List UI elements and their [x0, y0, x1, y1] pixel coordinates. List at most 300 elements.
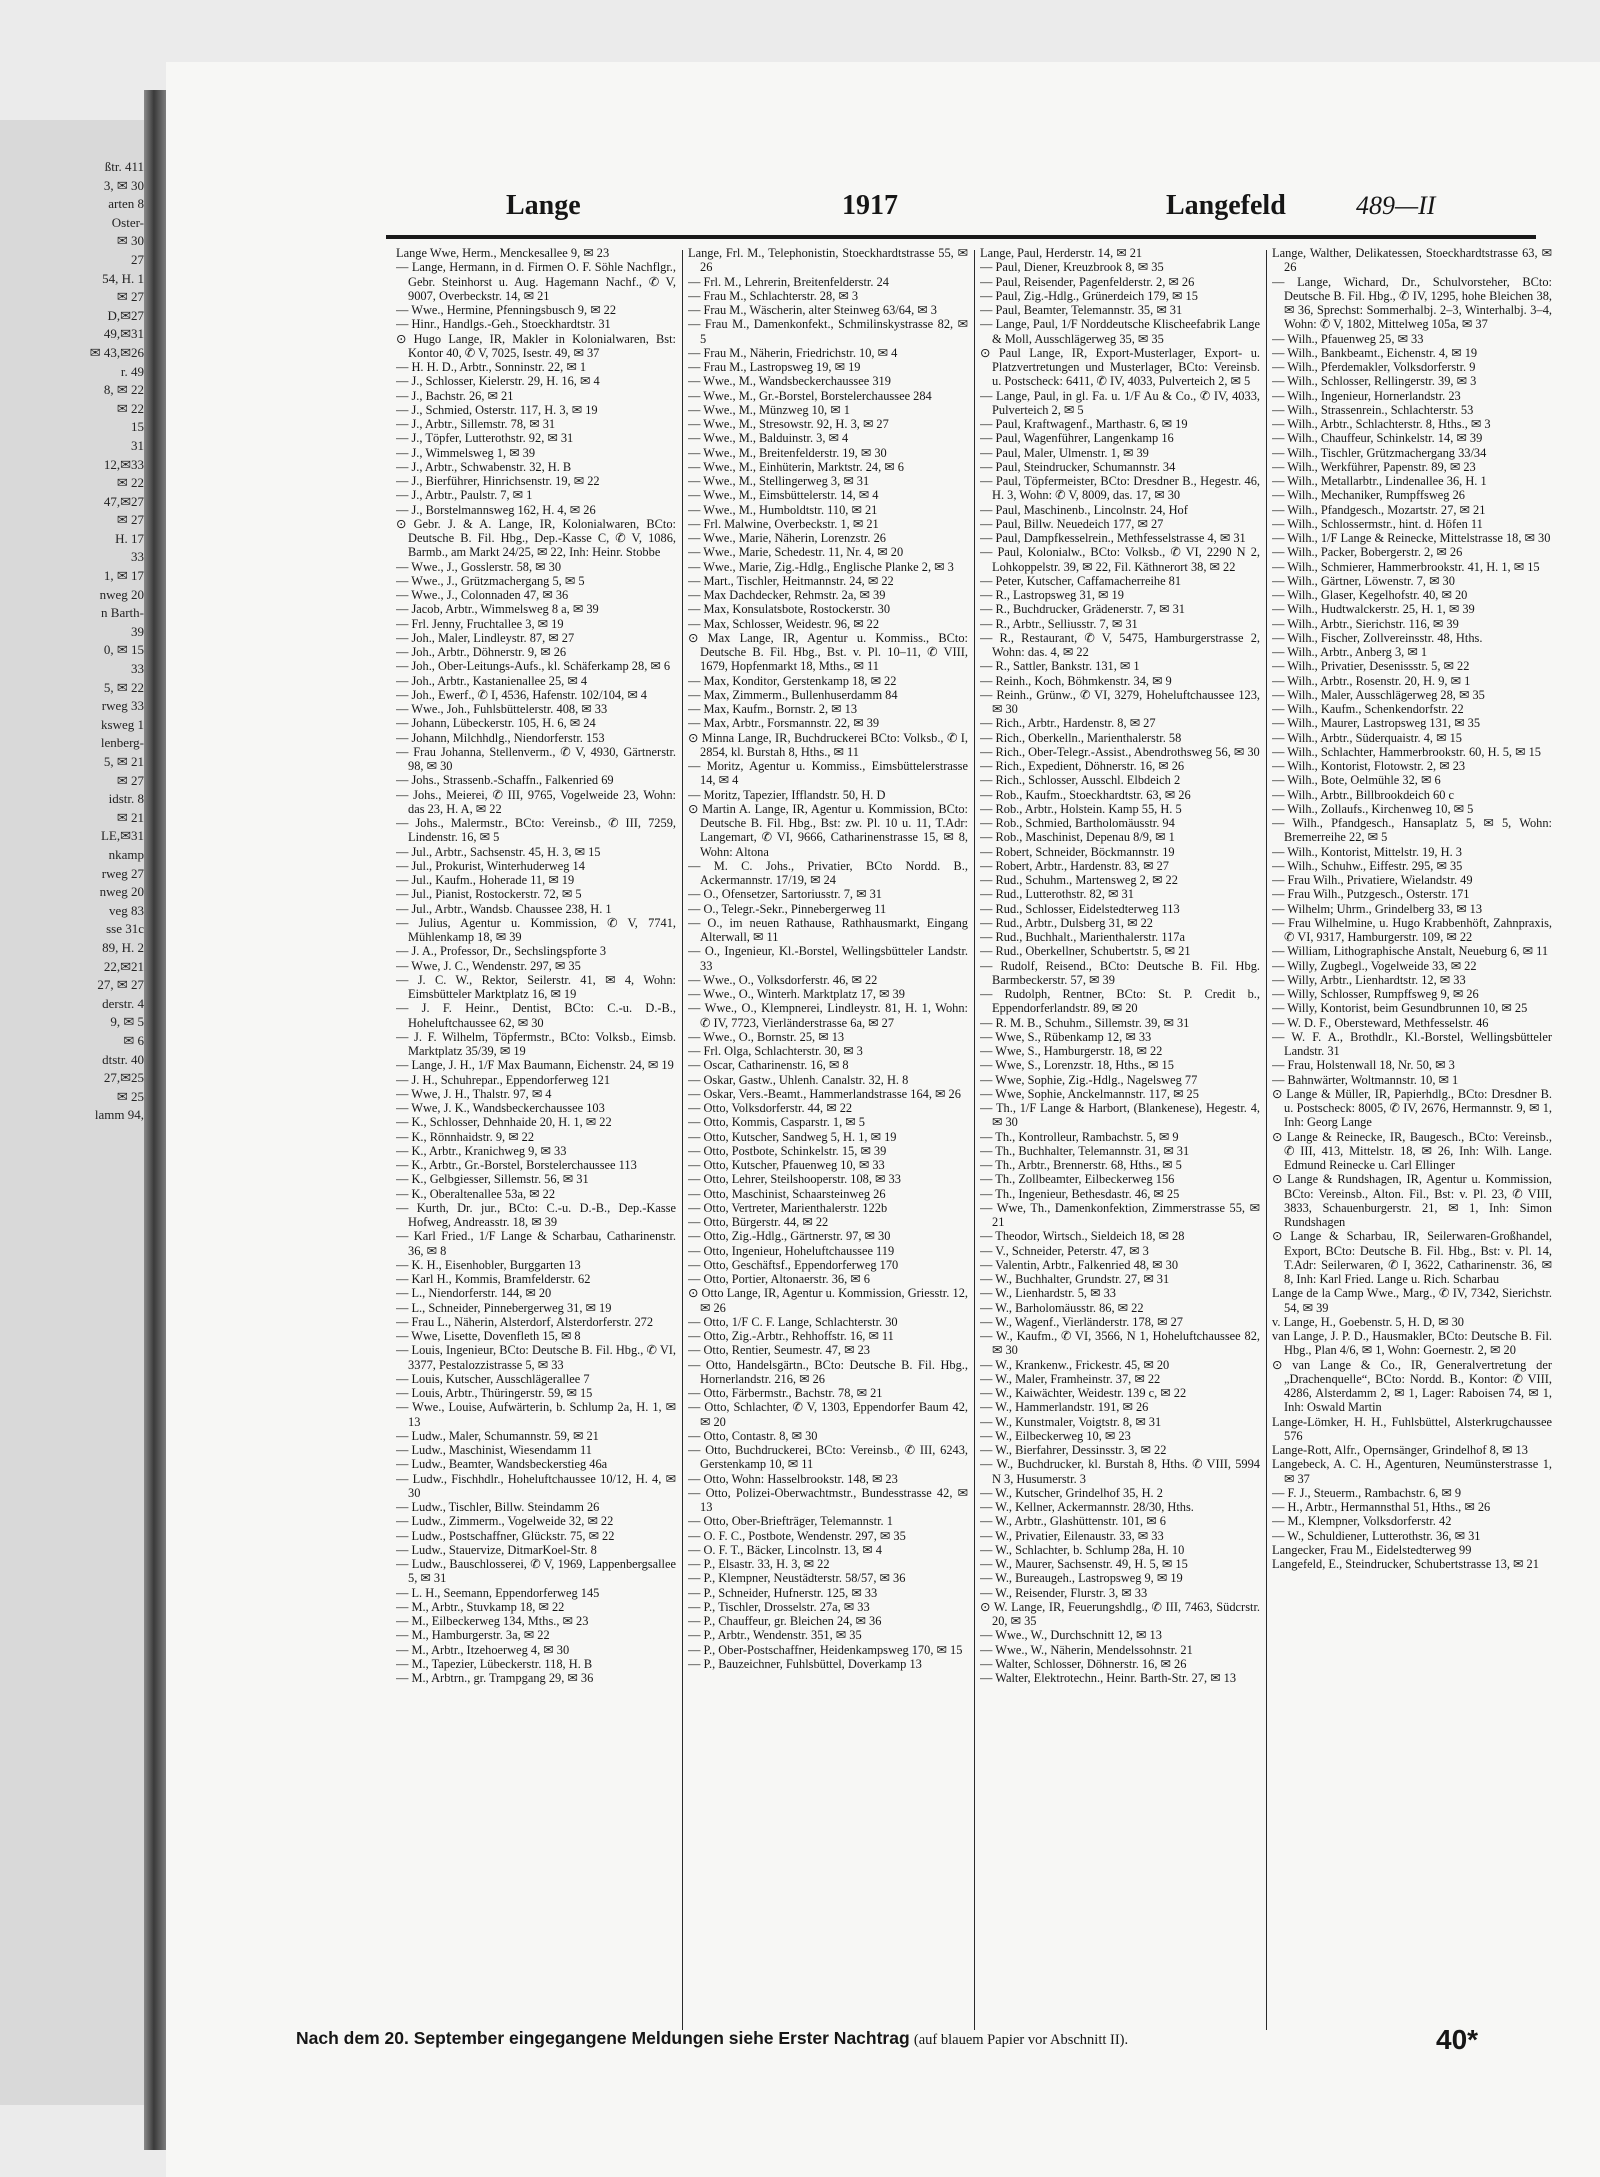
directory-entry: — W., Kunstmaler, Voigtstr. 8, ✉ 31 — [980, 1414, 1162, 1429]
directory-entry: — Julius, Agentur u. Kommission, ✆ V, 7741, Mühlenkamp 18, ✉ 39 — [396, 915, 676, 944]
year: 1917 — [842, 190, 898, 221]
directory-entry: — Rudolf, Reisend., BCto: Deutsche B. Fil. Hbg. Barmbeckerstr. 57, ✉ 39 — [980, 958, 1260, 987]
directory-entry: — Ludw., Maschinist, Wiesendamm 11 — [396, 1443, 592, 1457]
directory-entry: — Johann, Lübeckerstr. 105, H. 6, ✉ 24 — [396, 716, 596, 731]
left-page-fragment: 39 — [131, 623, 144, 639]
directory-entry: — Wilh., Fischer, Zollvereinsstr. 48, Hths. — [1272, 630, 1483, 645]
directory-entry: — Otto, Zig.-Hdlg., Gärtnerstr. 97, ✉ 30 — [688, 1229, 891, 1244]
directory-entry: — Johs., Malermstr., BCto: Vereinsb., ✆ III, 7259, Lindenstr. 16, ✉ 5 — [396, 816, 676, 845]
left-page-fragment: ✉ 25 — [116, 1088, 144, 1104]
directory-entry: — Paul, Wagenführer, Langenkamp 16 — [980, 431, 1174, 446]
directory-entry: — Wilh., Pfauenweg 25, ✉ 33 — [1272, 331, 1424, 346]
directory-entry: — P., Tischler, Drosselstr. 27a, ✉ 33 — [688, 1599, 870, 1614]
directory-entry: — Joh., Arbtr., Kastanienallee 25, ✉ 4 — [396, 673, 588, 688]
directory-entry: — Frau L., Näherin, Alsterdorf, Alsterdorferstr. 272 — [396, 1314, 654, 1329]
directory-entry: — Wwe., M., Münzweg 10, ✉ 1 — [688, 402, 850, 417]
directory-entry: — M., Hamburgerstr. 3a, ✉ 22 — [396, 1628, 550, 1643]
directory-entry: — R., Sattler, Bankstr. 131, ✉ 1 — [980, 659, 1140, 674]
directory-entry: — K. H., Eisenhobler, Burggarten 13 — [396, 1257, 581, 1272]
directory-entry: — M., Eilbeckerweg 134, Mths., ✉ 23 — [396, 1614, 589, 1628]
directory-entry: — Wilh., 1/F Lange & Reinecke, Mittelstrasse 18, ✉ 30 — [1272, 531, 1551, 545]
directory-entry: — Wwe., J., Gosslerstr. 58, ✉ 30 — [396, 559, 562, 574]
directory-entry: — W., Schuldiener, Lutterothstr. 36, ✉ 31 — [1272, 1528, 1481, 1543]
directory-entry: — J., Schmied, Osterstr. 117, H. 3, ✉ 19 — [396, 402, 598, 417]
left-page-fragment: ✉ 6 — [123, 1032, 144, 1048]
directory-entry: — Wilh., Arbtr., Sierichstr. 116, ✉ 39 — [1272, 616, 1459, 631]
directory-entry: — Rich., Arbtr., Hardenstr. 8, ✉ 27 — [980, 716, 1156, 731]
directory-entry: — Wwe, S., Rübenkamp 12, ✉ 33 — [980, 1029, 1152, 1044]
directory-entry: — Paul, Diener, Kreuzbrook 8, ✉ 35 — [980, 260, 1164, 275]
directory-entry: — W., Arbtr., Glashüttenstr. 101, ✉ 6 — [980, 1514, 1166, 1529]
directory-entry: — Frau M., Damenkonfekt., Schmilinskystrasse 82, ✉ 5 — [688, 317, 968, 346]
directory-entry: — Moritz, Agentur u. Kommiss., Eimsbüttelerstrasse 14, ✉ 4 — [688, 759, 968, 788]
directory-entry: — Louis, Ingenieur, BCto: Deutsche B. Fil. Hbg., ✆ VI, 3377, Pestalozzistrasse 5, ✉ 33 — [396, 1343, 676, 1372]
directory-entry: — Wilh., Maurer, Lastropsweg 131, ✉ 35 — [1272, 716, 1481, 731]
directory-entry: — J., Bierführer, Hinrichsenstr. 19, ✉ 22 — [396, 474, 600, 488]
directory-entry: ⊙ Lange & Müller, IR, Papierhdlg., BCto: Dresdner B. u. Postscheck: 8005, ✆ IV, 2676, Hermannstr. 9, ✉ 1, Inh: Georg Lange — [1272, 1086, 1552, 1130]
directory-entry: — Wwe., O., Bornstr. 25, ✉ 13 — [688, 1029, 845, 1044]
directory-entry: ⊙ Paul Lange, IR, Export-Musterlager, Export- u. Platzvertretungen und Musterlager, BCto: Vereinsb. u. Postscheck: 6411, ✆ IV, 4033, Pulverteich 2, ✉ 5 — [980, 345, 1260, 389]
directory-entry: — Wwe., Marie, Näherin, Lorenzstr. 26 — [688, 531, 886, 545]
directory-entry: — Jul., Arbtr., Sachsenstr. 45, H. 3, ✉ 15 — [396, 844, 601, 859]
directory-entry: — Paul, Kolonialw., BCto: Volksb., ✆ VI, 2290 N 2, Lohkoppelstr. 39, ✉ 22, Fil. Käthnerort 38, ✉ 22 — [980, 545, 1260, 574]
left-page-fragment: 15 — [131, 419, 144, 435]
directory-entry: — Wwe., W., Näherin, Mendelssohnstr. 21 — [980, 1642, 1193, 1657]
directory-entry: — W., Hammerlandstr. 191, ✉ 26 — [980, 1400, 1149, 1415]
directory-entry: — Jacob, Arbtr., Wimmelsweg 8 a, ✉ 39 — [396, 602, 599, 617]
directory-entry: — Wwe., J., Grützmachergang 5, ✉ 5 — [396, 573, 585, 588]
left-page-fragment: D,✉27 — [107, 307, 144, 323]
column-4 — [1272, 246, 1552, 2036]
left-page-fragment: arten 8 — [108, 196, 144, 212]
directory-entry: — Wwe., O., Winterh. Marktplatz 17, ✉ 39 — [688, 987, 905, 1001]
right-headword: Langefeld — [1166, 190, 1286, 221]
left-page-fragment: 89, H. 2 — [102, 939, 144, 955]
directory-entry: — Frl. Jenny, Fruchtallee 3, ✉ 19 — [396, 616, 564, 631]
directory-entry: — W., Lienhardstr. 5, ✉ 33 — [980, 1286, 1116, 1301]
left-page-fragment: sse 31c — [106, 921, 144, 937]
directory-entry: — Wwe., Marie, Zig.-Hdlg., Englische Planke 2, ✉ 3 — [688, 559, 954, 574]
directory-entry: — P., Chauffeur, gr. Bleichen 24, ✉ 36 — [688, 1614, 882, 1628]
directory-entry: — Wwe., O., Klempnerei, Lindleystr. 81, H. 1, Wohn: ✆ IV, 7723, Vierländerstrasse 6a, ✉ 27 — [688, 1001, 968, 1030]
directory-entry: — H. H. D., Arbtr., Sonninstr. 22, ✉ 1 — [396, 360, 587, 374]
directory-entry: — Reinh., Koch, Böhmkenstr. 34, ✉ 9 — [980, 673, 1172, 688]
directory-entry: Lange Wwe, Herm., Menckesallee 9, ✉ 23 — [396, 246, 610, 260]
page-footer — [296, 2018, 1446, 2058]
directory-entry: — Ludw., Tischler, Billw. Steindamm 26 — [396, 1500, 600, 1514]
directory-entry: — Wwe., M., Wandsbeckerchaussee 319 — [688, 374, 891, 389]
directory-entry: — Theodor, Wirtsch., Sieldeich 18, ✉ 28 — [980, 1229, 1185, 1244]
directory-entry: — Jul., Arbtr., Wandsb. Chaussee 238, H. 1 — [396, 901, 612, 916]
directory-entry: Lange, Walther, Delikatessen, Stoeckhardtstrasse 63, ✉ 26 — [1272, 246, 1552, 275]
directory-entry: — Th., Zollbeamter, Eilbeckerweg 156 — [980, 1172, 1175, 1187]
directory-entry: — Frau M., Lastropsweg 19, ✉ 19 — [688, 360, 861, 374]
directory-entry: — Johs., Strassenb.-Schaffn., Falkenried 69 — [396, 773, 614, 788]
directory-entry: — Otto, Buchdruckerei, BCto: Vereinsb., ✆ III, 6243, Gerstenkamp 10, ✉ 11 — [688, 1443, 968, 1472]
directory-entry: — Otto, Zig.-Arbtr., Rehhoffstr. 16, ✉ 11 — [688, 1329, 894, 1343]
directory-entry: — Otto, Portier, Altonaerstr. 36, ✉ 6 — [688, 1272, 870, 1286]
directory-entry: — Wilh., Zollaufs., Kirchenweg 10, ✉ 5 — [1272, 801, 1474, 816]
directory-entry: — Wilh., Metallarbtr., Lindenallee 36, H. 1 — [1272, 474, 1487, 488]
directory-entry: — Lange, J. H., 1/F Max Baumann, Eichenstr. 24, ✉ 19 — [396, 1058, 674, 1073]
directory-entry: — R., Arbtr., Selliusstr. 7, ✉ 31 — [980, 616, 1138, 631]
directory-entry: Lange, Frl. M., Telephonistin, Stoeckhardtstrasse 55, ✉ 26 — [688, 246, 968, 275]
directory-entry: — Wwe., M., Gr.-Borstel, Borstelerchaussee 284 — [688, 388, 932, 403]
directory-entry: — Otto, Wohn: Hasselbrookstr. 148, ✉ 23 — [688, 1471, 898, 1486]
directory-entry: — Wwe., M., Eimsbüttelerstr. 14, ✉ 4 — [688, 488, 879, 503]
directory-entry: — Rob., Arbtr., Holstein. Kamp 55, H. 5 — [980, 801, 1182, 816]
book-gutter — [144, 90, 166, 2150]
directory-entry: — Ludw., Postschaffner, Glückstr. 75, ✉ 22 — [396, 1528, 615, 1543]
directory-entry: — W., Maurer, Sachsenstr. 49, H. 5, ✉ 15 — [980, 1557, 1188, 1571]
directory-columns — [396, 246, 1552, 2036]
directory-entry: — Wilh., Ingenieur, Hornerlandstr. 23 — [1272, 388, 1461, 403]
directory-entry: — Otto, Kommis, Casparstr. 1, ✉ 5 — [688, 1115, 865, 1130]
directory-entry: — Otto, Postbote, Schinkelstr. 15, ✉ 39 — [688, 1143, 887, 1158]
directory-entry: — Rud., Oberkellner, Schubertstr. 5, ✉ 21 — [980, 944, 1191, 959]
directory-entry: — W., Krankenw., Frickestr. 45, ✉ 20 — [980, 1357, 1170, 1372]
directory-entry: — J. F. Wilhelm, Töpfermstr., BCto: Volksb., Eimsb. Marktplatz 35/39, ✉ 19 — [396, 1029, 676, 1058]
directory-entry: — O., Ingenieur, Kl.-Borstel, Wellingsbütteler Landstr. 33 — [688, 944, 968, 973]
directory-entry: — Max, Schlosser, Weidestr. 96, ✉ 22 — [688, 616, 880, 631]
directory-entry: — H., Arbtr., Hermannsthal 51, Hths., ✉ 26 — [1272, 1500, 1491, 1514]
directory-entry: — Wwe, Th., Damenkonfektion, Zimmerstrasse 55, ✉ 21 — [980, 1200, 1260, 1229]
directory-entry: — Joh., Ober-Leitungs-Aufs., kl. Schäferkamp 28, ✉ 6 — [396, 659, 671, 674]
directory-entry: — P., Bauzeichner, Fuhlsbüttel, Doverkamp 13 — [688, 1656, 922, 1671]
directory-entry: — Paul, Beamter, Telemannstr. 35, ✉ 31 — [980, 303, 1183, 317]
directory-entry: — Wwe, Sophie, Anckelmannstr. 117, ✉ 25 — [980, 1086, 1199, 1101]
directory-entry: — Frau Wilh., Privatiere, Wielandstr. 49 — [1272, 873, 1473, 887]
directory-entry: — W., Bureaugeh., Lastropsweg 9, ✉ 19 — [980, 1571, 1183, 1586]
footer-notice: Nach dem 20. September eingegangene Meldungen siehe Erster Nachtrag — [296, 2028, 910, 2048]
directory-entry: — Wilh., Bote, Oelmühle 32, ✉ 6 — [1272, 773, 1441, 788]
directory-entry: — Louis, Arbtr., Thüringerstr. 59, ✉ 15 — [396, 1386, 593, 1400]
directory-entry: — Rich., Ober-Telegr.-Assist., Abendrothsweg 56, ✉ 30 — [980, 744, 1260, 759]
directory-entry: — Wwe., Louise, Aufwärterin, b. Schlump 2a, H. 1, ✉ 13 — [396, 1400, 676, 1429]
left-page-fragment: rweg 33 — [101, 698, 144, 714]
directory-entry: — M., Klempner, Volksdorferstr. 42 — [1272, 1514, 1452, 1529]
left-page-fragment: nweg 20 — [99, 884, 144, 900]
directory-entry: — J., Wimmelsweg 1, ✉ 39 — [396, 445, 536, 460]
directory-entry: — O. F. C., Postbote, Wendenstr. 297, ✉ 35 — [688, 1528, 906, 1543]
directory-entry: — Otto, Kutscher, Sandweg 5, H. 1, ✉ 19 — [688, 1129, 897, 1144]
directory-entry: — Joh., Ewerf., ✆ I, 4536, Hafenstr. 102/104, ✉ 4 — [396, 687, 647, 702]
directory-entry: — J., Schlosser, Kielerstr. 29, H. 16, ✉ 4 — [396, 374, 600, 389]
directory-entry: — O. F. T., Bäcker, Lincolnstr. 13, ✉ 4 — [688, 1542, 882, 1557]
left-page-fragment: ✉ 27 — [116, 772, 144, 788]
left-page-fragment: H. 17 — [115, 530, 144, 546]
directory-entry: ⊙ Hugo Lange, IR, Makler in Kolonialwaren, Bst: Kontor 40, ✆ V, 7025, Isestr. 49, ✉ 37 — [396, 331, 676, 360]
footer-note: (auf blauem Papier vor Abschnitt II). — [913, 2032, 1129, 2048]
directory-entry: — Paul, Reisender, Pagenfelderstr. 2, ✉ 26 — [980, 274, 1195, 289]
directory-entry: — Wilh., Strassenrein., Schlachterstr. 53 — [1272, 402, 1474, 417]
directory-entry: — L., Schneider, Pinnebergerweg 31, ✉ 19 — [396, 1300, 612, 1315]
directory-entry: — Frau M., Wäscherin, alter Steinweg 63/64, ✉ 3 — [688, 303, 937, 317]
directory-entry: — Th., Kontrolleur, Rambachstr. 5, ✉ 9 — [980, 1129, 1179, 1144]
directory-entry: — Bahnwärter, Woltmannstr. 10, ✉ 1 — [1272, 1072, 1459, 1087]
directory-entry: — Wwe, S., Hamburgerstr. 18, ✉ 22 — [980, 1044, 1163, 1058]
directory-entry: — Walter, Schlosser, Döhnerstr. 16, ✉ 26 — [980, 1656, 1187, 1671]
directory-entry: — Wwe, Lisette, Dovenfleth 15, ✉ 8 — [396, 1329, 581, 1343]
directory-entry: — Wwe., M., Humboldtstr. 110, ✉ 21 — [688, 502, 878, 517]
directory-entry: — Otto, Kutscher, Pfauenweg 10, ✉ 33 — [688, 1158, 885, 1172]
directory-entry: ⊙ Minna Lange, IR, Buchdruckerei BCto: Volksb., ✆ I, 2854, kl. Burstah 8, Hths., ✉ 11 — [688, 730, 968, 759]
directory-entry: — Otto, Contastr. 8, ✉ 30 — [688, 1428, 818, 1443]
directory-entry: — Max, Konditor, Gerstenkamp 18, ✉ 22 — [688, 673, 897, 688]
left-page-fragment: 33 — [131, 661, 144, 677]
directory-entry: — Wwe., W., Durchschnitt 12, ✉ 13 — [980, 1628, 1162, 1643]
directory-entry: — Johs., Meierei, ✆ III, 9765, Vogelweide 23, Wohn: das 23, H. A, ✉ 22 — [396, 787, 676, 816]
directory-entry: — Wilh., Maler, Ausschlägerweg 28, ✉ 35 — [1272, 687, 1485, 702]
directory-entry: ⊙ Lange & Reinecke, IR, Baugesch., BCto: Vereinsb., ✆ III, 413, Mittelstr. 18, ✉ 26, Inh: Wilh. Lange. Edmund Reinecke u. Carl Ellinger — [1272, 1129, 1552, 1172]
directory-entry: — Wilh., Kaufm., Schenkendorfstr. 22 — [1272, 702, 1464, 716]
directory-entry: — Wilh., Packer, Bobergerstr. 2, ✉ 26 — [1272, 545, 1463, 560]
directory-entry: — Otto, Lehrer, Steilshooperstr. 108, ✉ 33 — [688, 1172, 901, 1187]
directory-entry: — Wilh., Arbtr., Anberg 3, ✉ 1 — [1272, 645, 1428, 659]
directory-entry: — Otto, Volksdorferstr. 44, ✉ 22 — [688, 1101, 853, 1115]
left-page-fragment: ✉ 22 — [116, 475, 144, 491]
left-page-fragment: 0, ✉ 15 — [103, 642, 144, 658]
directory-entry: — Wwe., M., Einhüterin, Marktstr. 24, ✉ 6 — [688, 459, 904, 474]
left-page-fragment: 5, ✉ 21 — [103, 754, 144, 769]
directory-entry: ⊙ Gebr. J. & A. Lange, IR, Kolonialwaren, BCto: Deutsche B. Fil. Hbg., Dep.-Kasse C, ✆ V, 1086, Barmb., am Markt 24/25, ✉ 22, Inh: Heinr. Stobbe — [396, 516, 676, 560]
directory-entry: — Wilh., Hudtwalckerstr. 25, H. 1, ✉ 39 — [1272, 602, 1475, 617]
directory-entry: ⊙ W. Lange, IR, Feuerungshdlg., ✆ III, 7463, Südcrstr. 20, ✉ 35 — [980, 1599, 1260, 1628]
directory-entry: — W., Schlachter, b. Schlump 28a, H. 10 — [980, 1542, 1185, 1557]
left-page-fragment: 47,✉27 — [103, 493, 144, 509]
directory-entry: — Willy, Zugbegl., Vogelweide 33, ✉ 22 — [1272, 958, 1477, 973]
directory-entry: — Mart., Tischler, Heitmannstr. 24, ✉ 22 — [688, 573, 894, 588]
left-page-fragment: ✉ 27 — [116, 512, 144, 528]
directory-entry: Lange, Paul, Herderstr. 14, ✉ 21 — [980, 246, 1143, 260]
column-2 — [688, 246, 968, 2036]
directory-entry: — Johann, Milchhdlg., Niendorferstr. 153 — [396, 730, 605, 745]
directory-entry: — Max Dachdecker, Rehmstr. 2a, ✉ 39 — [688, 588, 886, 602]
directory-entry: — Wwe., Marie, Schedestr. 11, Nr. 4, ✉ 20 — [688, 545, 904, 560]
left-page-fragment: ✉ 27 — [116, 289, 144, 305]
directory-entry: — Wwe., M., Balduinstr. 3, ✉ 4 — [688, 431, 849, 446]
directory-entry: — Otto, 1/F C. F. Lange, Schlachterstr. 30 — [688, 1314, 898, 1329]
directory-entry: — Wilh., Arbtr., Schlachterstr. 8, Hths., ✉ 3 — [1272, 417, 1491, 431]
directory-entry: — J., Arbtr., Schwabenstr. 32, H. B — [396, 459, 572, 474]
directory-entry: — M., Arbtrn., gr. Trampgang 29, ✉ 36 — [396, 1671, 594, 1685]
directory-entry: — Wilh., Chauffeur, Schinkelstr. 14, ✉ 39 — [1272, 431, 1483, 446]
directory-entry: — Rud., Schlosser, Eidelstedterweg 113 — [980, 901, 1180, 916]
directory-entry: — Rud., Lutterothstr. 82, ✉ 31 — [980, 887, 1134, 902]
directory-entry: — Lange, Paul, in gl. Fa. u. 1/F Au & Co., ✆ IV, 4033, Pulverteich 2, ✉ 5 — [980, 388, 1260, 417]
directory-entry: — Wilh., Pfandgesch., Hansaplatz 5, ✉ 5, Wohn: Bremerreihe 22, ✉ 5 — [1272, 816, 1552, 845]
directory-entry: — Rob., Schmied, Bartholomäusstr. 94 — [980, 816, 1175, 830]
directory-entry: ⊙ Lange & Scharbau, IR, Seilerwaren-Großhandel, Export, BCto: Deutsche B. Fil. Hbg., Bst: v. Pl. 14, T.Adr: Seilerwaren, ✆ I, 3622, Catharinenstr. 36, ✉ 8, Inh: Karl Fried. Lange u. Rich. Scharbau — [1272, 1229, 1552, 1286]
left-page-fragment: rweg 27 — [101, 865, 144, 881]
directory-entry: — Frau M., Näherin, Friedrichstr. 10, ✉ 4 — [688, 345, 898, 360]
left-page-fragment: ksweg 1 — [101, 716, 144, 732]
adjacent-left-page — [0, 120, 150, 2105]
directory-entry: — Frl. Malwine, Overbeckstr. 1, ✉ 21 — [688, 516, 879, 531]
directory-entry: — Wilh., Werkführer, Papenstr. 89, ✉ 23 — [1272, 459, 1476, 474]
directory-entry: — Wilh., Bankbeamt., Eichenstr. 4, ✉ 19 — [1272, 345, 1478, 360]
left-page-fragment: 54, H. 1 — [102, 270, 144, 286]
directory-entry: — Joh., Maler, Lindleystr. 87, ✉ 27 — [396, 630, 575, 645]
left-page-fragments — [90, 158, 144, 1125]
directory-entry: — Lange, Hermann, in d. Firmen O. F. Söhle Nachflgr., Gebr. Steinhorst u. Aug. Hagemann Nachf., ✆ V, 9007, Overbeckstr. 14, ✉ 21 — [396, 260, 676, 303]
directory-entry: — Willy, Arbtr., Lienhardtstr. 12, ✉ 33 — [1272, 972, 1466, 987]
directory-entry: — Wilh., Glaser, Kegelhofstr. 40, ✉ 20 — [1272, 588, 1468, 602]
directory-entry: — Rich., Schlosser, Ausschl. Elbdeich 2 — [980, 773, 1181, 788]
directory-entry: — J., Arbtr., Paulstr. 7, ✉ 1 — [396, 488, 533, 503]
directory-entry: — Oskar, Vers.-Beamt., Hammerlandstrasse 164, ✉ 26 — [688, 1086, 961, 1101]
column-1 — [396, 246, 676, 2036]
directory-entry: — P., Ober-Postschaffner, Heidenkampsweg 170, ✉ 15 — [688, 1642, 963, 1657]
directory-entry: — Hinr., Handlgs.-Geh., Stoeckhardtstr. 31 — [396, 317, 611, 332]
directory-entry: — Wilh., Schlossermstr., hint. d. Höfen 11 — [1272, 516, 1483, 531]
directory-entry: — Wwe., J., Colonnaden 47, ✉ 36 — [396, 588, 569, 602]
directory-entry: — Max, Zimmerm., Bullenhuserdamm 84 — [688, 687, 898, 702]
directory-entry: — Otto, Bürgerstr. 44, ✉ 22 — [688, 1215, 829, 1229]
directory-entry: — O., Ofensetzer, Sartoriusstr. 7, ✉ 31 — [688, 887, 882, 902]
directory-entry: — W., Kutscher, Grindelhof 35, H. 2 — [980, 1485, 1163, 1500]
directory-entry: — Max, Konsulatsbote, Rostockerstr. 30 — [688, 602, 891, 617]
left-page-fragment: 27,✉25 — [103, 1070, 144, 1086]
directory-entry: — W. F. A., Brothdlr., Kl.-Borstel, Wellingsbütteler Landstr. 31 — [1272, 1029, 1552, 1058]
directory-entry: — Ludw., Zimmerm., Vogelweide 32, ✉ 22 — [396, 1514, 614, 1529]
directory-entry: — W., Reisender, Flurstr. 3, ✉ 33 — [980, 1585, 1148, 1600]
page-number: 489—II — [1356, 191, 1436, 220]
directory-entry: — Rud., Arbtr., Dulsberg 31, ✉ 22 — [980, 915, 1153, 930]
left-page-fragment: 3, ✉ 30 — [103, 177, 144, 193]
left-page-fragment: idstr. 8 — [108, 791, 144, 807]
directory-entry: — Paul, Billw. Neuedeich 177, ✉ 27 — [980, 516, 1164, 531]
directory-entry: — R., Buchdrucker, Grädenerstr. 7, ✉ 31 — [980, 602, 1185, 617]
directory-entry: — Wilh., Kontorist, Flotowstr. 2, ✉ 23 — [1272, 759, 1466, 773]
directory-entry: — Joh., Arbtr., Döhnerstr. 9, ✉ 26 — [396, 645, 567, 659]
directory-entry: — William, Lithographische Anstalt, Neueburg 6, ✉ 11 — [1272, 944, 1549, 959]
directory-entry: — Robert, Schneider, Böckmannstr. 19 — [980, 844, 1175, 859]
directory-entry: — P., Elsastr. 33, H. 3, ✉ 22 — [688, 1557, 830, 1571]
directory-entry: — M. C. Johs., Privatier, BCto Nordd. B., Ackermannstr. 17/19, ✉ 24 — [688, 858, 968, 887]
left-page-fragment: ✉ 30 — [116, 233, 144, 249]
directory-entry: — Ludw., Beamter, Wandsbeckerstieg 46a — [396, 1457, 608, 1472]
directory-entry: — Rob., Maschinist, Depenau 8/9, ✉ 1 — [980, 830, 1175, 845]
directory-entry: — J. A., Professor, Dr., Sechslingspforte 3 — [396, 944, 607, 959]
directory-entry: — J. C. W., Rektor, Seilerstr. 41, ✉ 4, Wohn: Eimsbütteler Marktplatz 16, ✉ 19 — [396, 972, 676, 1001]
directory-entry: — W., Maler, Framheinstr. 37, ✉ 22 — [980, 1371, 1161, 1386]
directory-entry: — Wwe, S., Lorenzstr. 18, Hths., ✉ 15 — [980, 1058, 1174, 1073]
directory-entry: — Oscar, Catharinenstr. 16, ✉ 8 — [688, 1058, 849, 1073]
directory-entry: — Th., Arbtr., Brennerstr. 68, Hths., ✉ 5 — [980, 1158, 1182, 1172]
directory-entry: — W. D. F., Obersteward, Methfesselstr. 46 — [1272, 1015, 1489, 1030]
signature-mark: 40* — [1436, 2024, 1479, 2055]
directory-entry: — Otto, Vertreter, Marienthalerstr. 122b — [688, 1200, 888, 1215]
directory-entry: — Robert, Arbtr., Hardenstr. 83, ✉ 27 — [980, 858, 1169, 873]
left-page-fragment: nkamp — [108, 846, 144, 862]
left-page-fragment: 9, ✉ 5 — [110, 1014, 144, 1030]
directory-entry: Langecker, Frau M., Eidelstedterweg 99 — [1272, 1542, 1472, 1557]
left-page-fragment: 22,✉21 — [103, 958, 144, 974]
directory-entry: — P., Klempner, Neustädterstr. 58/57, ✉ 36 — [688, 1571, 906, 1586]
left-page-fragment: 27, ✉ 27 — [97, 977, 144, 993]
directory-entry: — Lange, Wichard, Dr., Schulvorsteher, BCto: Deutsche B. Fil. Hbg., ✆ IV, 1295, hohe Bleichen 38, ✉ 36, Sprechst: Sommerhalbj. 2–3, Winterhalbj. 3–4, Wohn: ✆ V, 1802, Mittelweg 105a, ✉ 37 — [1272, 274, 1552, 332]
directory-entry: — Ludw., Maler, Schumannstr. 59, ✉ 21 — [396, 1428, 599, 1443]
directory-entry: — Frau Wilh., Putzgesch., Osterstr. 171 — [1272, 887, 1470, 902]
directory-entry: — Wilh., Tischler, Grützmachergang 33/34 — [1272, 445, 1487, 460]
directory-entry: — Rudolph, Rentner, BCto: St. P. Credit b., Eppendorferlandstr. 89, ✉ 20 — [980, 987, 1260, 1016]
directory-entry: — Frau Wilhelmine, u. Hugo Krabbenhöft, Zahnpraxis, ✆ VI, 9317, Hamburgerstr. 109, ✉ 22 — [1272, 915, 1552, 944]
directory-entry: — W., Kaufm., ✆ VI, 3566, N 1, Hoheluftchaussee 82, ✉ 30 — [980, 1329, 1260, 1358]
directory-entry: Lange-Rott, Alfr., Opernsänger, Grindelhof 8, ✉ 13 — [1272, 1443, 1528, 1457]
directory-entry: — Otto, Färbermstr., Bachstr. 78, ✉ 21 — [688, 1386, 883, 1400]
directory-entry: ⊙ Otto Lange, IR, Agentur u. Kommission, Griesstr. 12, ✉ 26 — [688, 1286, 968, 1315]
directory-entry: — Paul, Kraftwagenf., Marthastr. 6, ✉ 19 — [980, 417, 1188, 431]
directory-entry: — Th., 1/F Lange & Harbort, (Blankenese), Hegestr. 4, ✉ 30 — [980, 1101, 1260, 1130]
directory-entry: — M., Tapezier, Lübeckerstr. 118, H. B — [396, 1656, 593, 1671]
directory-entry: — Otto, Polizei-Oberwachtmstr., Bundesstrasse 42, ✉ 13 — [688, 1485, 968, 1514]
directory-entry: — R., Lastropsweg 31, ✉ 19 — [980, 588, 1124, 602]
directory-entry: — Ludw., Bauschlosserei, ✆ V, 1969, Lappenbergsallee 5, ✉ 31 — [396, 1557, 676, 1586]
directory-entry: — W., Barholomäusstr. 86, ✉ 22 — [980, 1300, 1144, 1315]
directory-entry: — Paul, Maschinenb., Lincolnstr. 24, Hof — [980, 502, 1188, 517]
left-page-fragment: ✉ 22 — [116, 400, 144, 416]
left-page-fragment: ✉ 43,✉26 — [89, 344, 144, 360]
directory-entry: — K., Oberaltenallee 53a, ✉ 22 — [396, 1186, 556, 1201]
directory-entry: — Frau Johanna, Stellenverm., ✆ V, 4930, Gärtnerstr. 98, ✉ 30 — [396, 744, 676, 773]
directory-entry: — Valentin, Arbtr., Falkenried 48, ✉ 30 — [980, 1257, 1179, 1272]
directory-entry: — Th., Buchhalter, Telemannstr. 31, ✉ 31 — [980, 1143, 1190, 1158]
directory-entry: — Karl Fried., 1/F Lange & Scharbau, Catharinenstr. 36, ✉ 8 — [396, 1229, 676, 1258]
directory-entry: ⊙ van Lange & Co., IR, Generalvertretung der „Drachenquelle“, BCto: Nordd. B., Kontor: ✆ VIII, 4286, Alsterdamm 2, ✉ 1, Lager: Raboisen 74, ✉ 1, Inh: Oswald Martin — [1272, 1357, 1552, 1415]
directory-entry: — M., Arbtr., Stuvkamp 18, ✉ 22 — [396, 1599, 565, 1614]
directory-entry: — Wilh., Pferdemakler, Volksdorferstr. 9 — [1272, 360, 1476, 374]
directory-entry: — Jul., Pianist, Rostockerstr. 72, ✉ 5 — [396, 887, 582, 902]
directory-entry: — J. F. Heinr., Dentist, BCto: C.-u. D.-B., Hoheluftchaussee 62, ✉ 30 — [396, 1001, 676, 1030]
column-divider — [1266, 250, 1267, 2030]
column-3 — [980, 246, 1260, 2036]
directory-entry: — Frau, Holstenwall 18, Nr. 50, ✉ 3 — [1272, 1058, 1455, 1073]
directory-entry: — F. J., Steuerm., Rambachstr. 6, ✉ 9 — [1272, 1485, 1462, 1500]
directory-entry: — Paul, Steindrucker, Schumannstr. 34 — [980, 459, 1176, 474]
left-page-fragment: 27 — [131, 251, 144, 267]
left-page-fragment: LE,✉31 — [100, 828, 144, 844]
directory-entry: — Louis, Kutscher, Ausschlägerallee 7 — [396, 1371, 590, 1386]
directory-entry: — L. H., Seemann, Eppendorferweg 145 — [396, 1585, 600, 1600]
directory-entry: — W., Privatier, Eilenaustr. 33, ✉ 33 — [980, 1528, 1164, 1543]
directory-entry: Lange-Lömker, H. H., Fuhlsbüttel, Alsterkrugchaussee 576 — [1272, 1414, 1552, 1443]
directory-entry: — Wwe., O., Volksdorferstr. 46, ✉ 22 — [688, 972, 878, 987]
directory-entry: — Willy, Schlosser, Rumpffsweg 9, ✉ 26 — [1272, 987, 1479, 1001]
directory-entry: — Max, Arbtr., Forsmannstr. 22, ✉ 39 — [688, 716, 880, 731]
directory-entry: — Jul., Prokurist, Winterhuderweg 14 — [396, 858, 585, 873]
left-page-fragment: n Barth- — [101, 605, 144, 621]
directory-entry: — Willy, Kontorist, beim Gesundbrunnen 10, ✉ 25 — [1272, 1001, 1528, 1016]
directory-entry: — Otto, Handelsgärtn., BCto: Deutsche B. Fil. Hbg., Hornerlandstr. 216, ✉ 26 — [688, 1357, 968, 1386]
left-headword: Lange — [506, 190, 581, 221]
directory-entry: — J. H., Schuhrepar., Eppendorferweg 121 — [396, 1072, 611, 1087]
directory-entry: ⊙ Max Lange, IR, Agentur u. Kommiss., BCto: Deutsche B. Fil. Hbg., Bst. v. Pl. 10–11, ✆ VIII, 1679, Hopfenmarkt 18, Mths., ✉ 11 — [688, 630, 968, 674]
left-page-fragment: 49,✉31 — [103, 326, 144, 342]
directory-entry: — Rob., Kaufm., Stoeckhardtstr. 63, ✉ 26 — [980, 787, 1191, 802]
directory-entry: — K., Rönnhaidstr. 9, ✉ 22 — [396, 1129, 535, 1144]
directory-entry: — Wwe., M., Stellingerweg 3, ✉ 31 — [688, 474, 870, 488]
left-page-fragment: nweg 20 — [99, 586, 144, 602]
directory-entry: Langebeck, A. C. H., Agenturen, Neumünsterstrasse 1, ✉ 37 — [1272, 1457, 1552, 1486]
directory-entry: — P., Schneider, Hufnerstr. 125, ✉ 33 — [688, 1585, 878, 1600]
left-page-fragment: r. 49 — [120, 363, 144, 379]
directory-entry: ⊙ Martin A. Lange, IR, Agentur u. Kommission, BCto: Deutsche B. Fil. Hbg., Bst: zw. Pl. 10 u. 11, T.Adr: Langemart, ✆ VI, 9666, Catharinenstrasse 15, ✉ 8, Wohn: Altona — [688, 801, 968, 859]
directory-entry: — Otto, Schlachter, ✆ V, 1303, Eppendorfer Baum 42, ✉ 20 — [688, 1400, 968, 1429]
directory-entry: — Peter, Kutscher, Caffamacherreihe 81 — [980, 573, 1182, 588]
directory-entry: — R., Restaurant, ✆ V, 5475, Hamburgerstrasse 2, Wohn: das. 4, ✉ 22 — [980, 630, 1260, 659]
directory-entry: — K., Arbtr., Gr.-Borstel, Borstelerchaussee 113 — [396, 1158, 637, 1172]
